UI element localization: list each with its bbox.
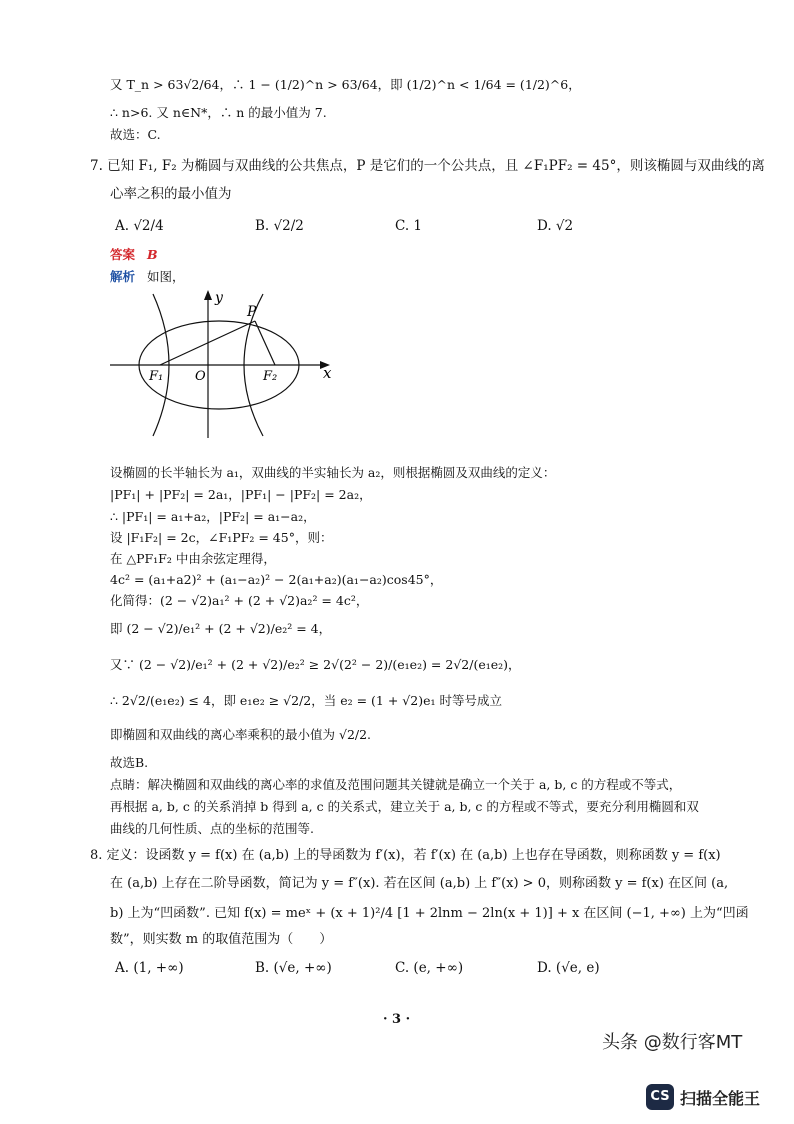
- q7-option-b: B. √2/2: [255, 218, 304, 234]
- q7-answer-row: [110, 246, 158, 264]
- label-f2: F₂: [263, 369, 278, 384]
- q8-option-a: A. (1, +∞): [115, 960, 184, 976]
- y-axis-arrow: [204, 290, 212, 300]
- camscanner-logo-icon: CS: [646, 1084, 674, 1110]
- label-x: x: [323, 364, 332, 382]
- prev-line-2: ∴ n>6. 又 n∈N*，∴ n 的最小值为 7.: [110, 105, 327, 120]
- label-f1: F₁: [149, 369, 164, 384]
- answer-value: B: [146, 247, 158, 262]
- label-o: O: [195, 369, 206, 384]
- solution-line: 故选B.: [110, 755, 149, 770]
- analysis-label: 解析: [110, 269, 136, 284]
- note-line: 曲线的几何性质、点的坐标的范围等.: [110, 821, 314, 836]
- prev-line-1: 又 T_n > 63√2/64，∴ 1 − (1/2)^n > 63/64，即 (1/2)^n < 1/64 = (1/2)^6，: [110, 77, 581, 92]
- solution-line: 设椭圆的长半轴长为 a₁，双曲线的半实轴长为 a₂，则根据椭圆及双曲线的定义：: [110, 465, 556, 480]
- q8-stem-line-2: 在 (a,b) 上存在二阶导函数，简记为 y = f″(x). 若在区间 (a,b) 上 f″(x) > 0，则称函数 y = f(x) 在区间 (a,: [110, 876, 729, 891]
- q8-stem-line-3: b) 上为“凹函数”. 已知 f(x) = meˣ + (x + 1)²/4 [1 + 2lnm − 2ln(x + 1)] + x 在区间 (−1, +∞) 上为“凹函: [110, 906, 749, 921]
- solution-line: 即椭圆和双曲线的离心率乘积的最小值为 √2/2.: [110, 727, 372, 742]
- solution-line: 在 △PF₁F₂ 中由余弦定理得，: [110, 551, 276, 566]
- label-y: y: [215, 290, 223, 306]
- solution-line: 又∵ (2 − √2)/e₁² + (2 + √2)/e₂² ≥ 2√(2² − 2)/(e₁e₂) = 2√2/(e₁e₂)，: [110, 657, 521, 672]
- solution-line: ∴ |PF₁| = a₁+a₂，|PF₂| = a₁−a₂，: [110, 509, 316, 524]
- q8-option-b: B. (√e, +∞): [255, 960, 332, 976]
- solution-line: 即 (2 − √2)/e₁² + (2 + √2)/e₂² = 4，: [110, 621, 332, 636]
- solution-line: |PF₁| + |PF₂| = 2a₁，|PF₁| − |PF₂| = 2a₂，: [110, 487, 372, 502]
- q7-option-d: D. √2: [537, 218, 574, 234]
- solution-line: 化简得：(2 − √2)a₁² + (2 + √2)a₂² = 4c²，: [110, 593, 369, 608]
- analysis-text: 如图，: [146, 269, 185, 284]
- prev-line-3: 故选：C.: [110, 127, 161, 142]
- q8-option-c: C. (e, +∞): [395, 960, 464, 976]
- ellipse-hyperbola-figure: [105, 286, 345, 446]
- q7-stem-line-1: 7. 已知 F₁, F₂ 为椭圆与双曲线的公共焦点，P 是它们的一个公共点，且 ∠F₁PF₂ = 45°，则该椭圆与双曲线的离: [90, 158, 765, 174]
- q7-analysis-row: [110, 268, 184, 286]
- q7-option-a: A. √2/4: [115, 218, 164, 234]
- q7-stem-line-2: 心率之积的最小值为: [110, 186, 232, 202]
- q8-stem-line-1: 8. 定义：设函数 y = f(x) 在 (a,b) 上的导函数为 f′(x)，若 f′(x) 在 (a,b) 上也存在导函数，则称函数 y = f(x): [90, 848, 721, 863]
- label-p: P: [247, 304, 257, 320]
- page-number: · 3 ·: [383, 1012, 411, 1027]
- solution-line: 设 |F₁F₂| = 2c，∠F₁PF₂ = 45°，则：: [110, 530, 333, 545]
- segment-pf2: [255, 321, 275, 365]
- q8-stem-line-4: 数”，则实数 m 的取值范围为（ ）: [110, 932, 333, 947]
- solution-line: 4c² = (a₁+a2)² + (a₁−a₂)² − 2(a₁+a₂)(a₁−a₂)cos45°，: [110, 572, 443, 587]
- solution-line: ∴ 2√2/(e₁e₂) ≤ 4，即 e₁e₂ ≥ √2/2，当 e₂ = (1 + √2)e₁ 时等号成立: [110, 693, 502, 708]
- camscanner-label: 扫描全能王: [680, 1089, 761, 1108]
- note-line: 点睛：解决椭圆和双曲线的离心率的求值及范围问题其关键就是确立一个关于 a, b, c 的方程或不等式，: [110, 777, 682, 792]
- q7-option-c: C. 1: [395, 218, 423, 234]
- q8-option-d: D. (√e, e): [537, 960, 600, 976]
- note-line: 再根据 a, b, c 的关系消掉 b 得到 a, c 的关系式，建立关于 a, b, c 的方程或不等式，要充分利用椭圆和双: [110, 799, 699, 814]
- watermark-text: 头条 @数行客MT: [602, 1032, 743, 1053]
- answer-label: 答案: [110, 247, 136, 262]
